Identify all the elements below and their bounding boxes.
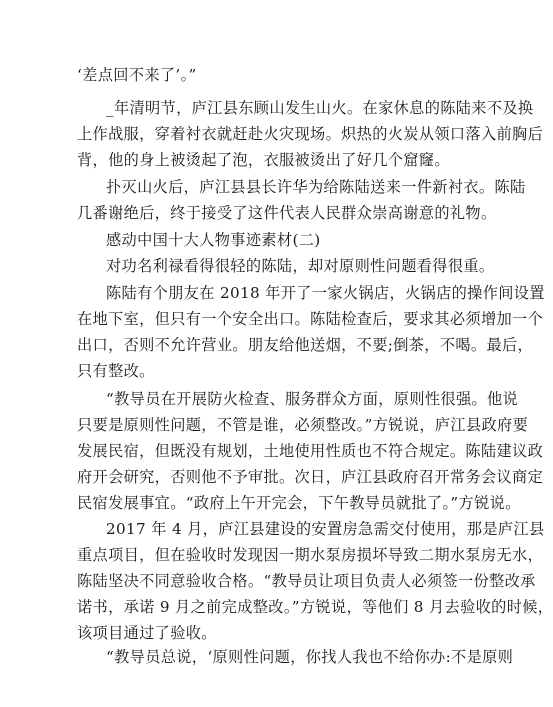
paragraph-homestay [77,386,544,516]
text-line: 发展民宿，但既没有规划，土地使用性质也不符合规定。陈陆建议政 [77,442,544,460]
text-line: ‘差点回不来了’。” [77,66,197,84]
text-line: 几番谢绝后，终于接受了这件代表人民群众崇高谢意的礼物。 [77,204,497,222]
text-line: “教导员总说，‘原则性问题，你找人我也不给你办:不是原则 [106,648,514,666]
paragraph-principle [77,253,495,279]
text-line: 民宿发展事宜。“政府上午开完会，下午教导员就批了。”方锐说。 [77,494,521,512]
text-line: 陈陆坚决不同意验收合格。“教导员让项目负责人必须签一份整改承 [77,572,536,590]
heading-text: 感动中国十大人物事迹素材(二) [106,231,321,249]
paragraph-new-shirt [77,174,526,226]
text-line: 该项目通过了验收。 [77,624,217,642]
paragraph-hotpot-story [77,280,545,384]
text-line: 诺书，承诺 9 月之前完成整改。”方锐说，等他们 8 月去验收的时候， [77,598,553,616]
text-line: 对功名利禄看得很轻的陈陆，却对原则性问题看得很重。 [106,257,495,275]
text-line: 出口，否则不允许营业。朋友给他送烟，不要;倒茶，不喝。最后， [77,336,534,354]
text-line: “教导员在开展防火检查、服务群众方面，原则性很强。他说 [106,390,519,408]
paragraph-resettlement-housing [77,516,553,646]
text-line: _年清明节，庐江县东顾山发生山火。在家休息的陈陆来不及换 [106,99,534,117]
text-line: 2017 年 4 月，庐江县建设的安置房急需交付使用，那是庐江县 [106,520,545,538]
paragraph-mountain-fire [77,95,544,173]
text-line: 重点项目，但在验收时发现因一期水泵房损坏导致二期水泵房无水， [77,546,544,564]
text-line: 扑灭山火后，庐江县县长许华为给陈陆送来一件新衬衣。陈陆 [106,178,526,196]
text-line: 陈陆有个朋友在 2018 年开了一家火锅店，火锅店的操作间设置 [106,284,545,302]
text-line: 上作战服，穿着衬衣就赶赴火灾现场。炽热的火炭从领口落入前胸后 [77,125,544,143]
text-line: 在地下室，但只有一个安全出口。陈陆检查后，要求其必须增加一个 [77,310,544,328]
text-line: 只要是原则性问题，不管是谁，必须整改。”方锐说，庐江县政府要 [77,416,529,434]
paragraph-quote-ending [77,62,447,88]
section-heading [77,227,476,253]
text-line: 只有整改。 [77,362,155,380]
paragraph-instructor-quote [77,644,514,670]
text-line: 府开会研究，否则他不予审批。次日，庐江县政府召开常务会议商定 [77,468,544,486]
text-line: 背，他的身上被烫起了泡，衣服被烫出了好几个窟窿。 [77,151,450,169]
